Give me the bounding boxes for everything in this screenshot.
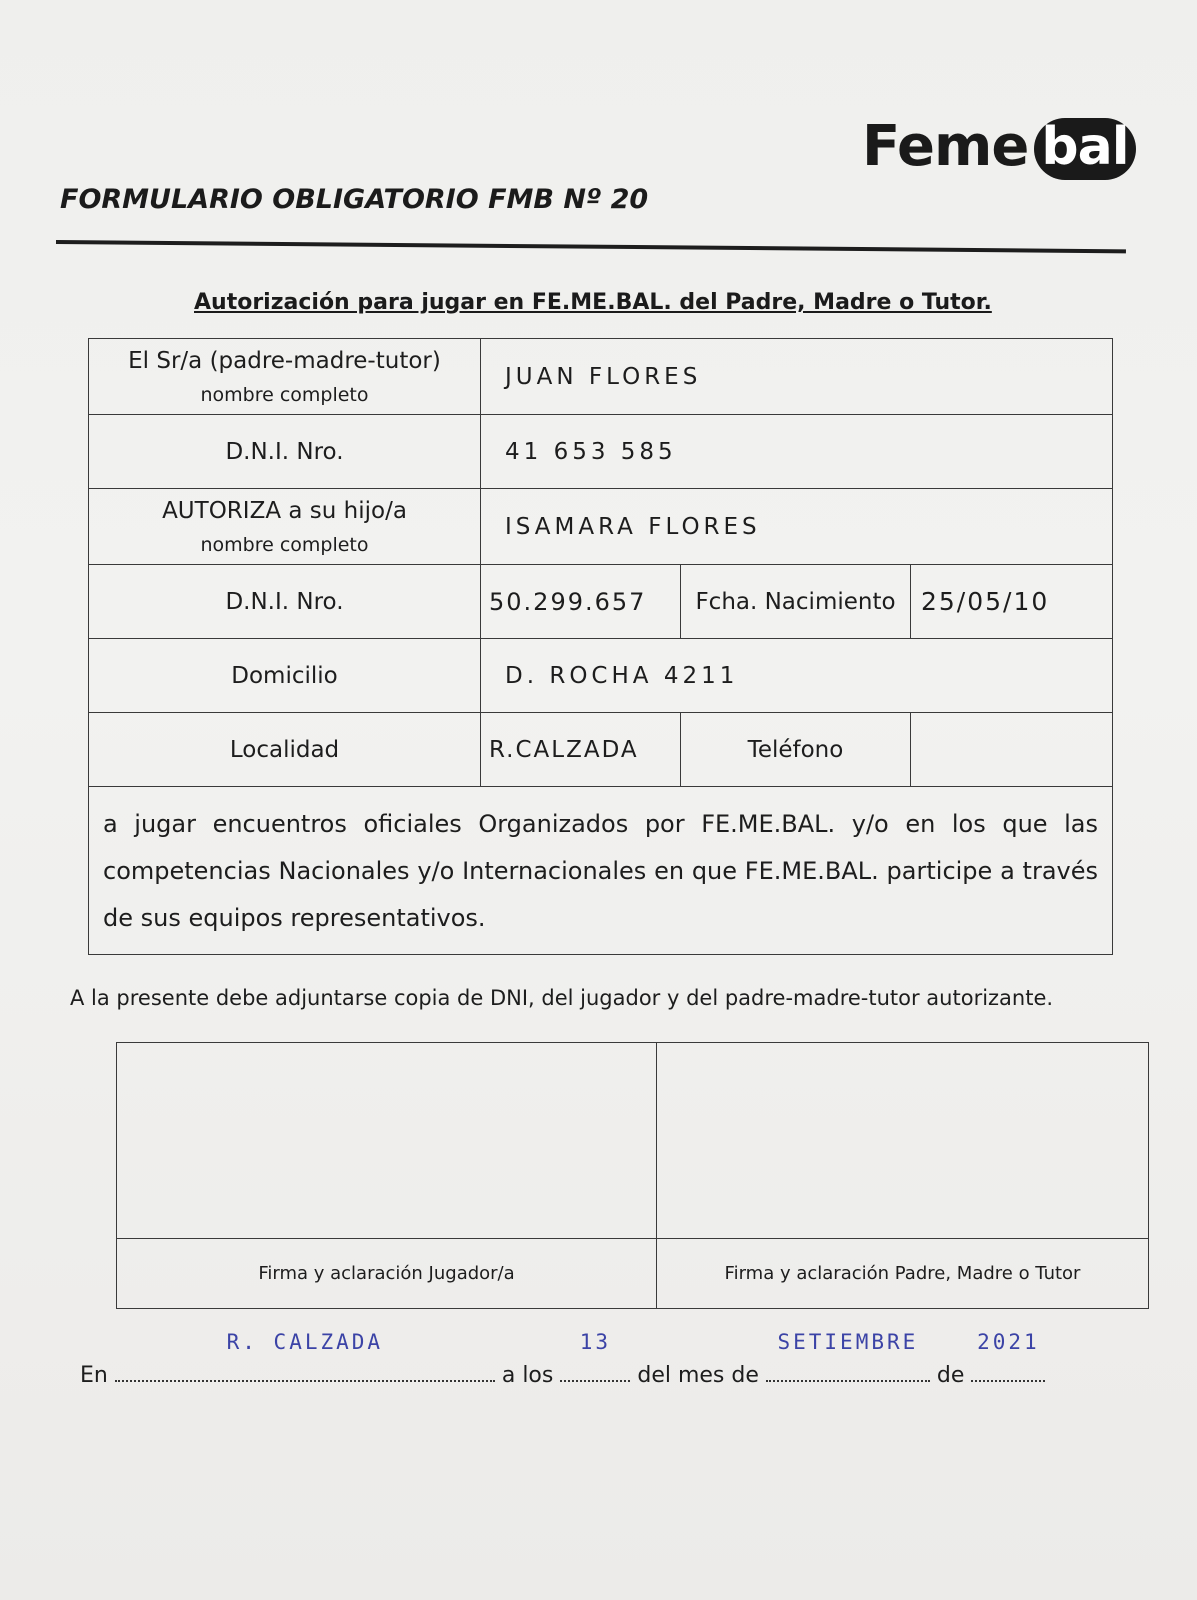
player-signature-box[interactable]: [117, 1043, 657, 1239]
month-field[interactable]: [766, 1330, 930, 1382]
place-date-line: [80, 1330, 1080, 1388]
del-mes-label: del mes de: [637, 1363, 759, 1388]
parent-label: El Sr/a (padre-madre-tutor): [128, 347, 441, 374]
child-sublabel: nombre completo: [200, 533, 369, 556]
locality-field[interactable]: R.CALZADA: [481, 713, 681, 787]
address-row: [89, 639, 1113, 713]
day-field[interactable]: [560, 1330, 630, 1382]
child-row: [89, 489, 1113, 565]
birth-date-label: Fcha. Nacimiento: [681, 565, 911, 639]
child-name-field[interactable]: ISAMARA FLORES: [481, 489, 1113, 565]
authorization-paragraph: a jugar encuentros oficiales Organizados por FE.ME.BAL. y/o en los que las competencias Nacionales y/o Internacionales en que FE.ME.BAL. participe a través de sus equipos representativos.: [89, 787, 1113, 955]
locality-label: Localidad: [89, 713, 481, 787]
child-dni-row: [89, 565, 1113, 639]
parent-dni-field[interactable]: 41 653 585: [481, 415, 1113, 489]
year-field[interactable]: [971, 1330, 1045, 1382]
parent-signature-box[interactable]: [657, 1043, 1149, 1239]
a-los-label: a los: [501, 1363, 554, 1388]
child-dni-field[interactable]: 50.299.657: [481, 565, 681, 639]
locality-row: [89, 713, 1113, 787]
parent-name-field[interactable]: JUAN FLORES: [481, 339, 1113, 415]
attachment-note: A la presente debe adjuntarse copia de DNI, del jugador y del padre-madre-tutor autorizante.: [70, 986, 1054, 1010]
parent-dni-label: D.N.I. Nro.: [89, 415, 481, 489]
parent-label-cell: [89, 339, 481, 415]
parent-sublabel: nombre completo: [200, 383, 369, 406]
paragraph-row: [89, 787, 1113, 955]
form-subtitle: Autorización para jugar en FE.ME.BAL. del Padre, Madre o Tutor.: [194, 290, 992, 315]
parent-dni-row: [89, 415, 1113, 489]
title-rule: [56, 240, 1126, 253]
signature-table: [116, 1042, 1149, 1309]
child-label-cell: [89, 489, 481, 565]
femebal-logo: [862, 108, 1162, 198]
child-label: AUTORIZA a su hijo/a: [162, 497, 407, 524]
day-value: 13: [579, 1330, 611, 1354]
form-title: FORMULARIO OBLIGATORIO FMB Nº 20: [60, 184, 649, 215]
birth-date-field[interactable]: 25/05/10: [911, 565, 1113, 639]
parent-row: [89, 339, 1113, 415]
address-label: Domicilio: [89, 639, 481, 713]
child-dni-label: D.N.I. Nro.: [89, 565, 481, 639]
place-field[interactable]: [115, 1330, 495, 1382]
authorization-table: [88, 338, 1113, 955]
phone-label: Teléfono: [681, 713, 911, 787]
year-value: 2021: [977, 1330, 1040, 1354]
player-signature-label: Firma y aclaración Jugador/a: [117, 1239, 657, 1309]
phone-field[interactable]: [911, 713, 1113, 787]
month-value: SETIEMBRE: [777, 1330, 919, 1354]
de-label: de: [936, 1363, 965, 1388]
logo-text: Feme: [862, 114, 1029, 179]
en-label: En: [80, 1363, 108, 1388]
address-field[interactable]: D. ROCHA 4211: [481, 639, 1113, 713]
logo-pill: bal: [1034, 118, 1136, 180]
place-value: R. CALZADA: [226, 1330, 384, 1354]
parent-signature-label: Firma y aclaración Padre, Madre o Tutor: [657, 1239, 1149, 1309]
